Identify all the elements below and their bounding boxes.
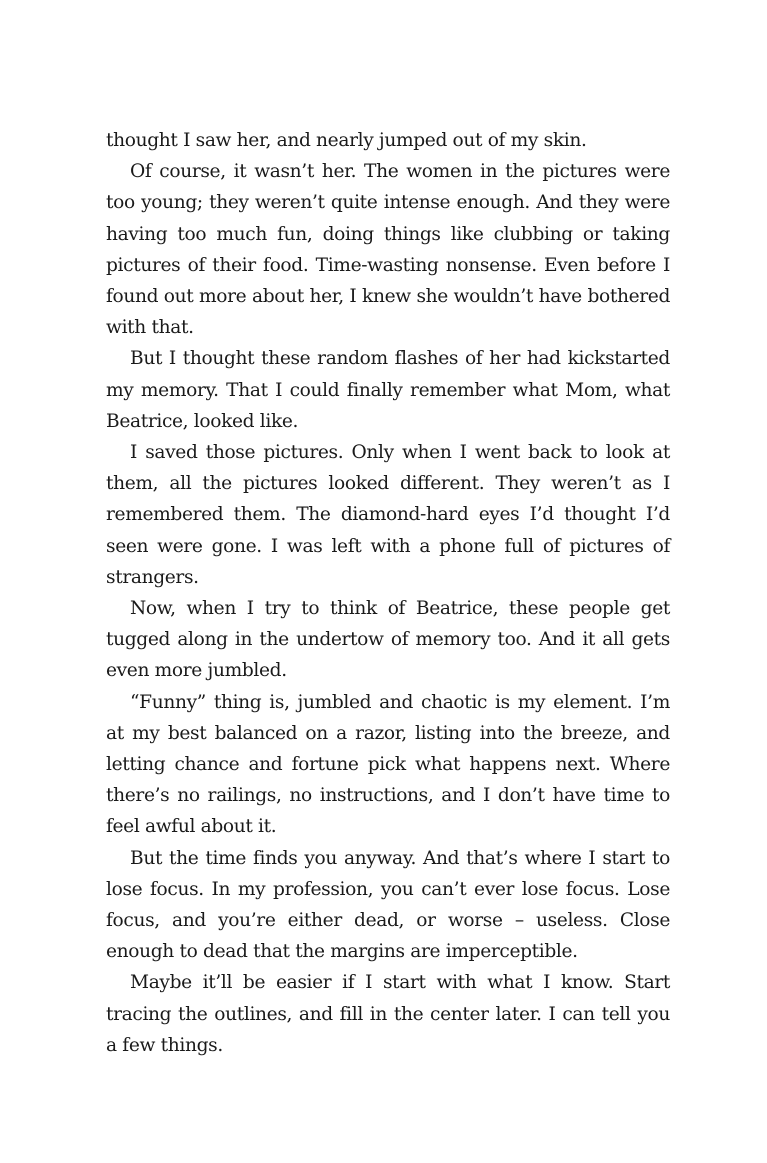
paragraph-4: I saved those pictures. Only when I went back to look at them, all the pictures looked different. They weren’t as I remembered them. The diamond-hard eyes I’d thought I’d seen were gone. I was left with a phone full of pictures of strangers. bbox=[106, 442, 670, 588]
paragraph-6: “Funny” thing is, jumbled and chaotic is my element. I’m at my best balanced on a razor, listing into the breeze, and letting chance and fortune pick what happens next. Where there’s no railings, no instructions, and I don’t have time to feel awful about it. bbox=[106, 691, 670, 838]
paragraph-2: Of course, it wasn’t her. The women in the pictures were too young; they weren’t quite intense enough. And they were having too much fun, doing things like clubbing or taking pictures of their food. Time-wasting nonsense. Even before I found out more about her, I knew she wouldn’t have bothered with that. bbox=[106, 161, 670, 339]
paragraph-7: But the time finds you anyway. And that’s where I start to lose focus. In my profession, you can’t ever lose focus. Lose focus, and you’re either dead, or worse – useless. Close enough to dead that the margins are imperceptible. bbox=[106, 847, 670, 963]
paragraph-8: Maybe it’ll be easier if I start with what I know. Start tracing the outlines, and fill in the center later. I can tell you a few things. bbox=[106, 972, 670, 1056]
paragraph-3: But I thought these random flashes of her had kickstarted my memory. That I could finally remember what Mom, what Beatrice, looked like. bbox=[106, 348, 670, 432]
paragraph-5: Now, when I try to think of Beatrice, these people get tugged along in the undertow of memory too. And it all gets even more jumbled. bbox=[106, 598, 670, 682]
paragraph-1: thought I saw her, and nearly jumped out of my skin. bbox=[106, 130, 587, 151]
book-page bbox=[106, 125, 670, 1061]
